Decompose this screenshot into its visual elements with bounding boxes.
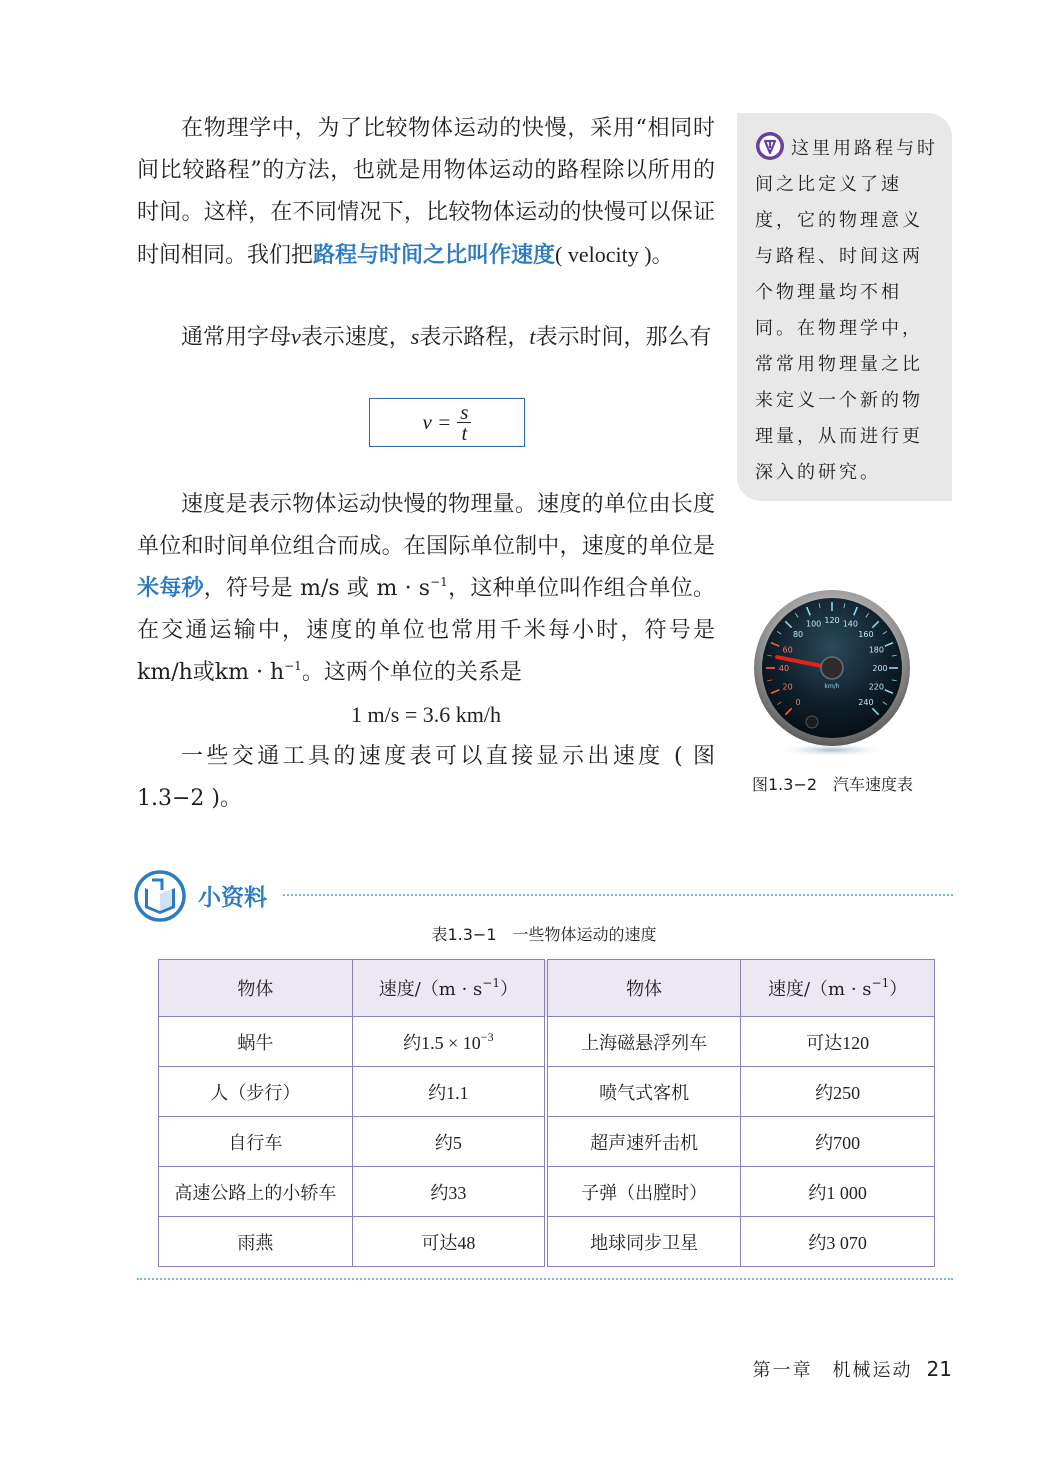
table-cell-speed: 约33 <box>352 1167 546 1217</box>
p4-text: 一些交通工具的速度表可以直接显示出速度 ( 图 1.3−2 )。 <box>137 744 715 811</box>
header-speed-2-close: ） <box>889 979 908 1000</box>
side-note-body <box>755 131 938 491</box>
table-row <box>159 1067 935 1117</box>
table-row <box>159 1117 935 1167</box>
info-section-title: 小资料 <box>198 885 267 911</box>
p2-text-d: 表示时间，那么有 <box>535 325 712 350</box>
symbol-s: s <box>410 324 420 349</box>
velocity-definition-highlight: 路程与时间之比叫作速度 <box>313 243 556 268</box>
p3-text-after: 。这两个单位的关系是 <box>301 660 522 685</box>
header-speed-1-close: ） <box>499 979 518 1000</box>
paragraph-symbols <box>137 316 715 359</box>
table-cell-object: 蜗牛 <box>159 1017 353 1067</box>
speedometer-tick-label: 0 <box>795 697 801 707</box>
table-cell-speed <box>352 1017 546 1067</box>
table-cell-speed: 约5 <box>352 1117 546 1167</box>
table-cell-object: 上海磁悬浮列车 <box>546 1017 741 1067</box>
table-cell-object: 超声速歼击机 <box>546 1117 741 1167</box>
table-cell-object: 自行车 <box>159 1117 353 1167</box>
lightbulb-icon <box>755 131 785 161</box>
header-speed-2-sup: −1 <box>871 976 890 990</box>
p2-text-b: 表示速度， <box>300 325 411 350</box>
speedometer-tick-label: 220 <box>868 682 884 692</box>
header-speed-2 <box>741 960 935 1017</box>
speedometer-image <box>752 590 912 760</box>
unit-name-highlight: 米每秒 <box>137 576 204 601</box>
header-object-1: 物体 <box>159 960 353 1017</box>
table-header-row <box>159 960 935 1017</box>
p3-text-before: 速度是表示物体运动快慢的物理量。速度的单位由长度单位和时间单位组合而成。在国际单位制中，速度的单位是 <box>137 492 715 559</box>
page-number: 21 <box>926 1357 952 1381</box>
speedometer-tick-label: 120 <box>824 616 840 625</box>
symbol-t: t <box>529 324 536 349</box>
table-caption: 表1.3−1 一些物体运动的速度 <box>431 925 657 944</box>
table-cell-object: 地球同步卫星 <box>546 1217 741 1267</box>
speedometer-tick-label: 60 <box>782 645 793 655</box>
speedometer-tick-label: 240 <box>858 697 874 707</box>
speedometer-tick-label: 100 <box>805 619 822 629</box>
page-footer <box>753 1356 952 1382</box>
speed-exponent: −3 <box>480 1029 494 1044</box>
header-speed-1 <box>352 960 546 1017</box>
info-section-header <box>134 866 954 926</box>
table-cell-speed: 约1 000 <box>741 1167 935 1217</box>
speedometer-unit: km/h <box>824 683 840 690</box>
p3-superscript-2: −1 <box>284 658 302 673</box>
table-cell-object: 喷气式客机 <box>546 1067 741 1117</box>
p1-text-before: 在物理学中，为了比较物体运动的快慢，采用“相同时间比较路程”的方法，也就是用物体运动的路程除以所用的时间。这样，在不同情况下，比较物体运动的快慢可以保证时间相同。我们把 <box>137 116 715 268</box>
table-cell-speed: 约700 <box>741 1117 935 1167</box>
chapter-title: 第一章 机械运动 <box>752 1360 913 1381</box>
table-row <box>159 1217 935 1267</box>
speedometer-tick-label: 180 <box>868 645 884 655</box>
table-cell-object: 子弹（出膛时） <box>546 1167 741 1217</box>
p2-text-a: 通常用字母 <box>181 325 292 350</box>
unit-conversion-equation: 1 m/s = 3.6 km/h <box>351 702 501 727</box>
table-cell-object: 人（步行） <box>159 1067 353 1117</box>
side-note <box>737 113 952 501</box>
header-speed-1-sup: −1 <box>482 976 500 990</box>
paragraph-units <box>137 484 715 694</box>
figure-caption: 图1.3−2 汽车速度表 <box>752 775 914 794</box>
speedometer-tick-label: 20 <box>782 682 793 692</box>
header-speed-2-text: 速度/（m · s <box>767 979 872 1000</box>
speedometer-tick-label: 140 <box>842 619 859 629</box>
header-speed-1-text: 速度/（m · s <box>378 979 483 1000</box>
info-header-divider <box>283 894 953 896</box>
paragraph-speedometer <box>137 736 715 820</box>
p2-text-c: 表示路程， <box>419 325 530 350</box>
book-icon <box>134 870 186 922</box>
speedometer-tick-label: 80 <box>792 630 804 640</box>
formula-numerator: s <box>457 402 471 423</box>
table-cell-speed: 约1.1 <box>352 1067 546 1117</box>
speedometer-tick-label: 160 <box>858 630 874 640</box>
info-section-bottom-divider <box>137 1278 953 1280</box>
symbol-v: v <box>291 324 301 349</box>
table-row <box>159 1017 935 1067</box>
table-row <box>159 1167 935 1217</box>
paragraph-velocity-definition <box>137 108 715 277</box>
velocity-formula <box>369 398 525 447</box>
formula-lhs: v = <box>422 410 452 434</box>
formula-denominator: t <box>461 421 468 445</box>
table-cell-speed: 可达120 <box>741 1017 935 1067</box>
speedometer-tick-label: 40 <box>778 664 790 673</box>
table-cell-object: 雨燕 <box>159 1217 353 1267</box>
table-cell-speed: 约250 <box>741 1067 935 1117</box>
speedometer-tick-label: 200 <box>872 664 888 673</box>
table-cell-object: 高速公路上的小轿车 <box>159 1167 353 1217</box>
side-note-text: 这里用路程与时间之比定义了速度，它的物理意义与路程、时间这两个物理量均不相同。在物理学中，常常用物理量之比来定义一个新的物理量，从而进行更深入的研究。 <box>755 138 938 483</box>
table-cell-speed: 约3 070 <box>741 1217 935 1267</box>
p3-superscript-1: −1 <box>430 574 448 589</box>
table-cell-speed: 可达48 <box>352 1217 546 1267</box>
p3-text-mid2: ，这种单位叫作组合单位。在交通运输中，速度的单位也常用千米每小时，符号是km/h或km · h <box>137 576 715 685</box>
speed-table <box>158 959 935 1267</box>
speed-value: 约1.5 × 10 <box>403 1032 481 1053</box>
header-object-2: 物体 <box>546 960 741 1017</box>
p1-text-after: ( velocity )。 <box>555 242 674 267</box>
p3-text-mid: ，符号是 m/s 或 m · s <box>203 576 431 601</box>
formula-fraction <box>457 402 471 443</box>
